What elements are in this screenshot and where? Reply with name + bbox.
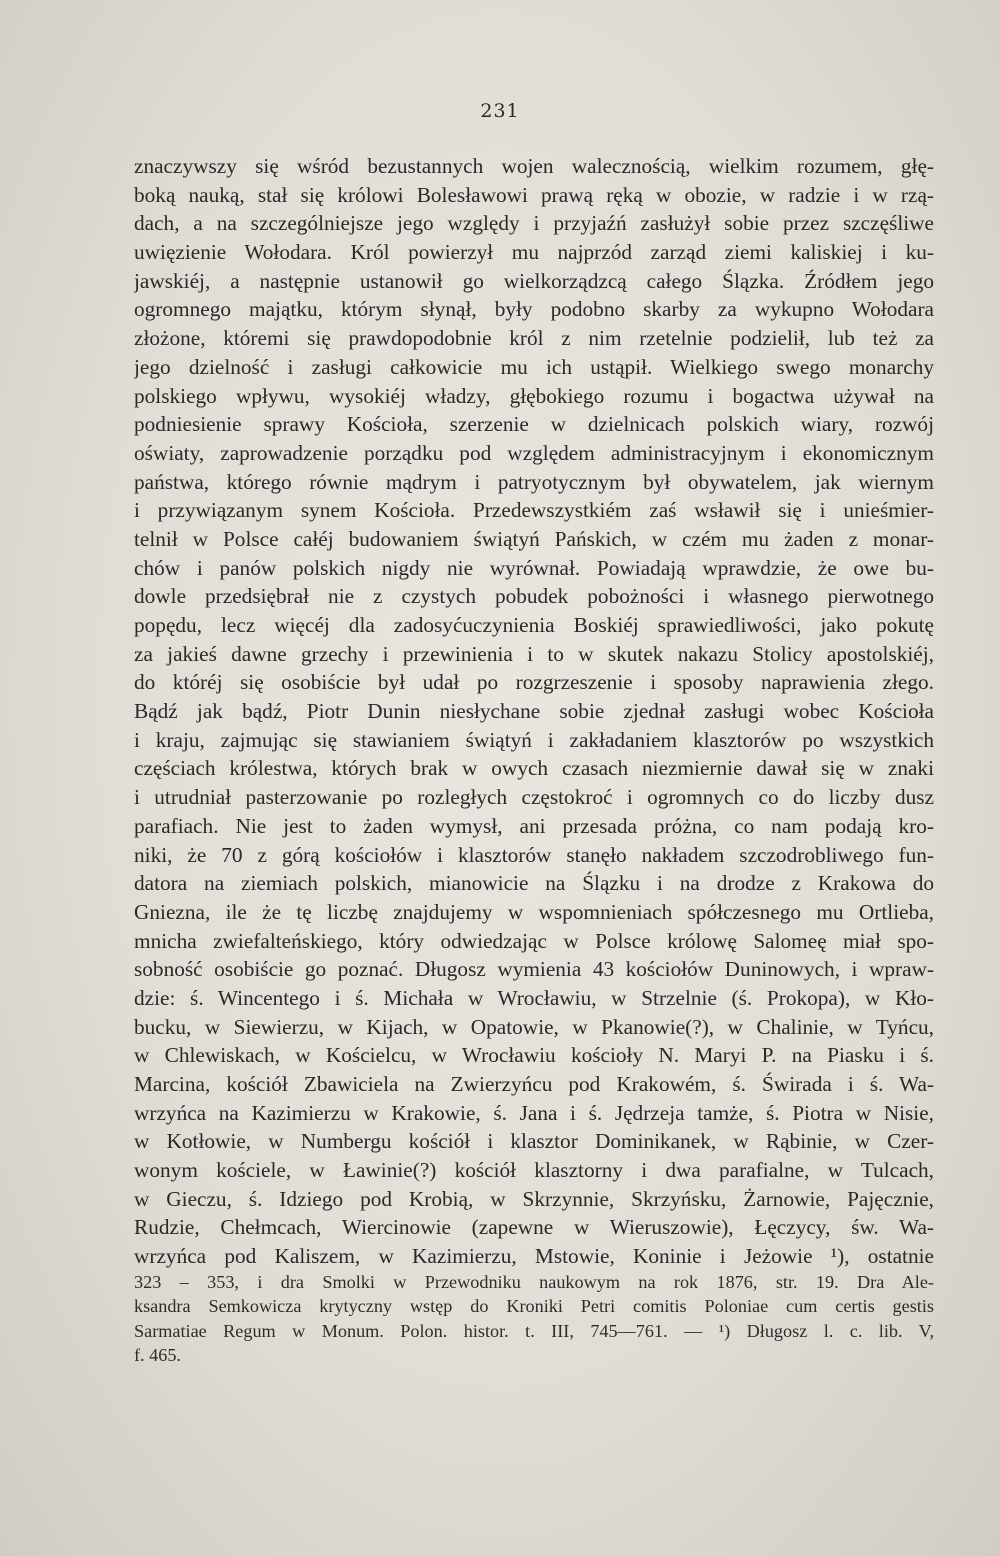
text-line: Gniezna, ile że tę liczbę znajdujemy w wspomnieniach spółczesnego mu Ortlieba, xyxy=(134,899,934,924)
text-line: popędu, lecz więcéj dla zadosyćuczynienia Boskiéj sprawiedliwości, jako pokutę xyxy=(134,613,934,637)
text-line: uwięzienie Wołodara. Król powierzył mu najprzód zarząd ziemi kaliskiej i ku- xyxy=(134,240,934,265)
text-line: chów i panów polskich nigdy nie wyrównał. Powiadają wprawdzie, że owe bu- xyxy=(134,555,934,580)
text-line: oświaty, zaprowadzenie porządku pod względem administracyjnym i ekonomicznym xyxy=(134,440,934,465)
text-line: polskiego wpływu, wysokiéj władzy, głębokiego rozumu i bogactwa używał na xyxy=(134,383,934,408)
text-line: telnił w Polsce całéj budowaniem świątyń Pańskich, w czém mu żaden z monar- xyxy=(134,526,934,551)
text-line: boką nauką, stał się królowi Bolesławowi prawą ręką w obozie, w radzie i w rzą- xyxy=(134,182,934,207)
text-line: i przywiązanym synem Kościoła. Przedewszystkiém zaś wsławił się i unieśmier- xyxy=(134,498,934,523)
text-line: datora na ziemiach polskich, mianowicie na Ślązku i na drodze z Krakowa do xyxy=(134,871,934,896)
footnote-block xyxy=(134,1270,934,1367)
text-line: i utrudniał pasterzowanie po rozległych częstokroć i ogromnych co do liczby dusz xyxy=(134,785,934,810)
text-line: dowle przedsiębrał nie z czystych pobudek pobożności i własnego pierwotnego xyxy=(134,584,934,609)
text-line: wrzyńca na Kazimierzu w Krakowie, ś. Jana i ś. Jędrzeja tamże, ś. Piotra w Nisie, xyxy=(134,1100,934,1125)
text-line: jego dzielność i zasługi całkowicie mu ich ustąpił. Wielkiego swego monarchy xyxy=(134,354,934,379)
text-line: w Chlewiskach, w Kościelcu, w Wrocławiu kościoły N. Maryi P. na Piasku i ś. xyxy=(134,1043,934,1068)
text-line: jawskiéj, a następnie ustanowił go wielkorządzcą całego Ślązka. Źródłem jego xyxy=(134,268,934,293)
footnote-line: Sarmatiae Regum w Monum. Polon. histor. t. III, 745—761. — ¹) Długosz l. c. lib. V, xyxy=(134,1320,934,1341)
page-number: 231 xyxy=(480,100,520,122)
main-text-block xyxy=(134,152,934,1271)
text-line: podniesienie sprawy Kościoła, szerzenie w dzielnicach polskich wiary, rozwój xyxy=(134,412,934,437)
text-line: Bądź jak bądź, Piotr Dunin niesłychane sobie zjednał zasługi wobec Kościoła xyxy=(134,699,934,724)
text-line: bucku, w Siewierzu, w Kijach, w Opatowie, w Pkanowie(?), w Chalinie, w Tyńcu, xyxy=(134,1014,934,1039)
text-line: złożone, któremi się prawdopodobnie król z nim rzetelnie podzielił, lub też za xyxy=(134,326,934,351)
footnote-line: f. 465. xyxy=(134,1344,181,1365)
text-line: sobność osobiście go poznać. Długosz wymienia 43 kościołów Duninowych, i wpraw- xyxy=(134,957,934,982)
text-line: za jakieś dawne grzechy i przewinienia i to w skutek nakazu Stolicy apostolskiéj, xyxy=(134,641,934,666)
footnote-line: ksandra Semkowicza krytyczny wstęp do Kroniki Petri comitis Poloniae cum certis gestis xyxy=(134,1296,934,1317)
text-line: częściach królestwa, których brak w owych czasach niezmiernie dawał się w znaki xyxy=(134,756,934,781)
text-line: w Kotłowie, w Numbergu kościół i klasztor Dominikanek, w Rąbinie, w Czer- xyxy=(134,1129,934,1154)
text-line: parafiach. Nie jest to żaden wymysł, ani przesada próżna, co nam podają kro- xyxy=(134,813,934,838)
text-line: państwa, którego równie mądrym i patryotycznym był obywatelem, jak wiernym xyxy=(134,469,934,494)
text-line: Marcina, kościół Zbawiciela na Zwierzyńcu pod Krakowém, ś. Świrada i ś. Wa- xyxy=(134,1072,934,1096)
text-line: i kraju, zajmując się stawianiem świątyń i zakładaniem klasztorów po wszystkich xyxy=(134,727,934,752)
text-line: do któréj się osobiście był udał po rozgrzeszenie i sposoby naprawienia złego. xyxy=(134,670,934,695)
footnote-line: 323 – 353, i dra Smolki w Przewodniku naukowym na rok 1876, str. 19. Dra Ale- xyxy=(134,1272,934,1292)
text-line: Rudzie, Chełmcach, Wiercinowie (zapewne w Wieruszowie), Łęczycy, św. Wa- xyxy=(134,1215,934,1240)
text-line: wonym kościele, w Ławinie(?) kościół klasztorny i dwa parafialne, w Tulcach, xyxy=(134,1158,934,1183)
text-line: niki, że 70 z górą kościołów i klasztorów stanęło nakładem szczodrobliwego fun- xyxy=(134,842,934,867)
text-line: ogromnego majątku, którym słynął, były podobno skarby za wykupno Wołodara xyxy=(134,297,934,322)
text-line: dach, a na szczególniejsze jego względy i przyjaźń zasłużył sobie przez szczęśliwe xyxy=(134,211,934,236)
text-line: znaczywszy się wśród bezustannych wojen walecznością, wielkim rozumem, głę- xyxy=(134,154,934,178)
text-line: wrzyńca pod Kaliszem, w Kazimierzu, Mstowie, Koninie i Jeżowie ¹), ostatnie xyxy=(134,1244,934,1269)
text-line: mnicha zwiefalteńskiego, który odwiedzając w Polsce królowę Salomeę miał spo- xyxy=(134,928,934,953)
text-line: dzie: ś. Wincentego i ś. Michała w Wrocławiu, w Strzelnie (ś. Prokopa), w Kło- xyxy=(134,985,934,1010)
text-line: w Gieczu, ś. Idziego pod Krobią, w Skrzynnie, Skrzyńsku, Żarnowie, Pajęcznie, xyxy=(134,1186,934,1211)
